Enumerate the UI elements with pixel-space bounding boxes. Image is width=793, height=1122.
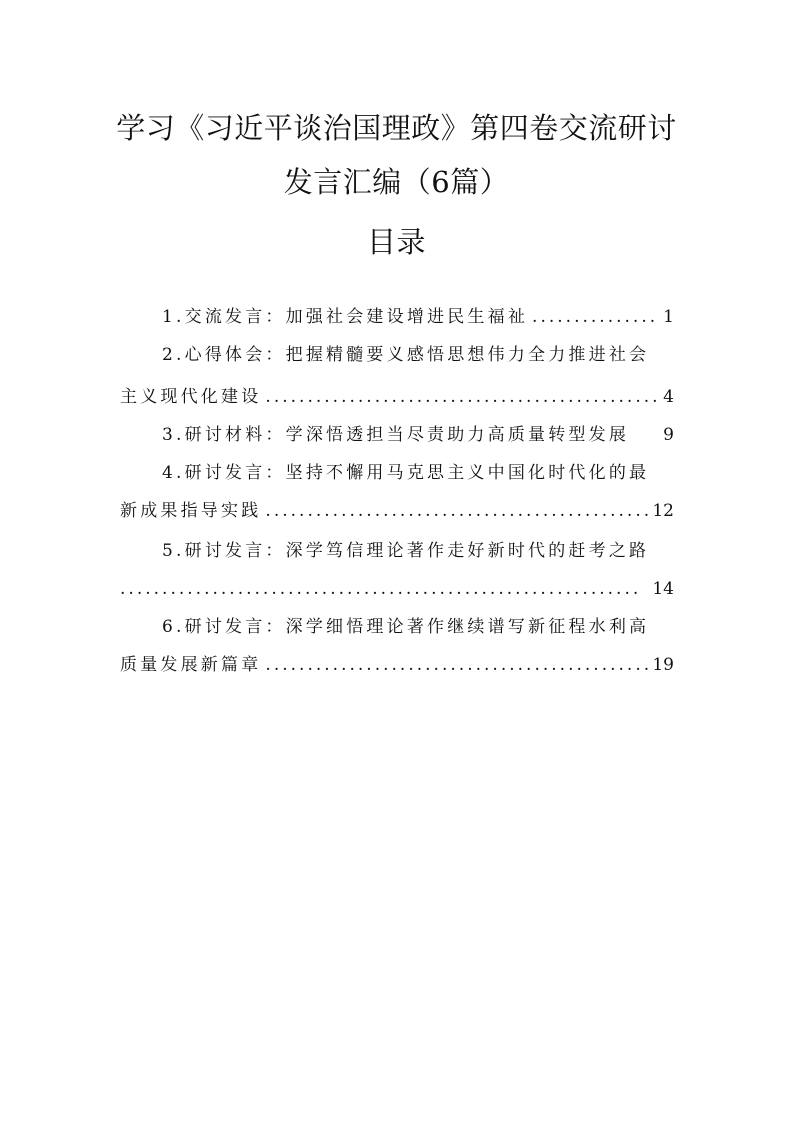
- toc-entry-6-continued[interactable]: [120, 650, 674, 680]
- toc-page-number: 12: [652, 501, 674, 521]
- toc-leader-dots: [532, 302, 659, 332]
- toc-page-number: 4: [663, 387, 674, 407]
- toc-leader-dots: [265, 382, 659, 412]
- toc-entry-3[interactable]: [120, 420, 674, 450]
- toc-page-number: 19: [652, 655, 674, 675]
- toc-leader-dots: [120, 574, 638, 604]
- toc-entry-title: 1.交流发言：加强社会建设增进民生福祉: [162, 307, 529, 327]
- toc-entry-title-continued: 主义现代化建设: [120, 387, 262, 407]
- toc-entry-2-continued[interactable]: [120, 382, 674, 412]
- toc-entry-4[interactable]: [120, 458, 674, 488]
- toc-entry-2[interactable]: [120, 340, 674, 370]
- toc-page-number: 14: [652, 579, 674, 599]
- toc-entry-title: 3.研讨材料：学深悟透担当尽责助力高质量转型发展: [162, 425, 630, 445]
- toc-page-number: 9: [663, 425, 674, 445]
- document-title-line-2: 发言汇编（6篇）: [283, 165, 510, 199]
- toc-entry-title: 5.研讨发言：深学笃信理论著作走好新时代的赶考之路: [162, 541, 650, 561]
- toc-entry-title-continued: 质量发展新篇章: [120, 655, 262, 675]
- document-title-line-1: 学习《习近平谈治国理政》第四卷交流研讨: [116, 111, 677, 145]
- toc-entry-title-continued: 新成果指导实践: [120, 501, 262, 521]
- toc-entry-title: 6.研讨发言：深学细悟理论著作继续谱写新征程水利高: [162, 617, 650, 637]
- toc-entry-1[interactable]: [120, 302, 674, 332]
- toc-entry-5[interactable]: [120, 536, 674, 566]
- toc-leader-dots: [265, 650, 648, 680]
- toc-entry-4-continued[interactable]: [120, 496, 674, 526]
- toc-leader-dots: [265, 496, 648, 526]
- toc-entry-title: 2.心得体会：把握精髓要义感悟思想伟力全力推进社会: [162, 345, 650, 365]
- toc-page-number: 1: [663, 307, 674, 327]
- toc-entry-title: 4.研讨发言：坚持不懈用马克思主义中国化时代化的最: [162, 463, 650, 483]
- toc-entry-5-continued[interactable]: [120, 574, 674, 604]
- toc-entry-6[interactable]: [120, 612, 674, 642]
- toc-heading: 目录: [366, 225, 426, 259]
